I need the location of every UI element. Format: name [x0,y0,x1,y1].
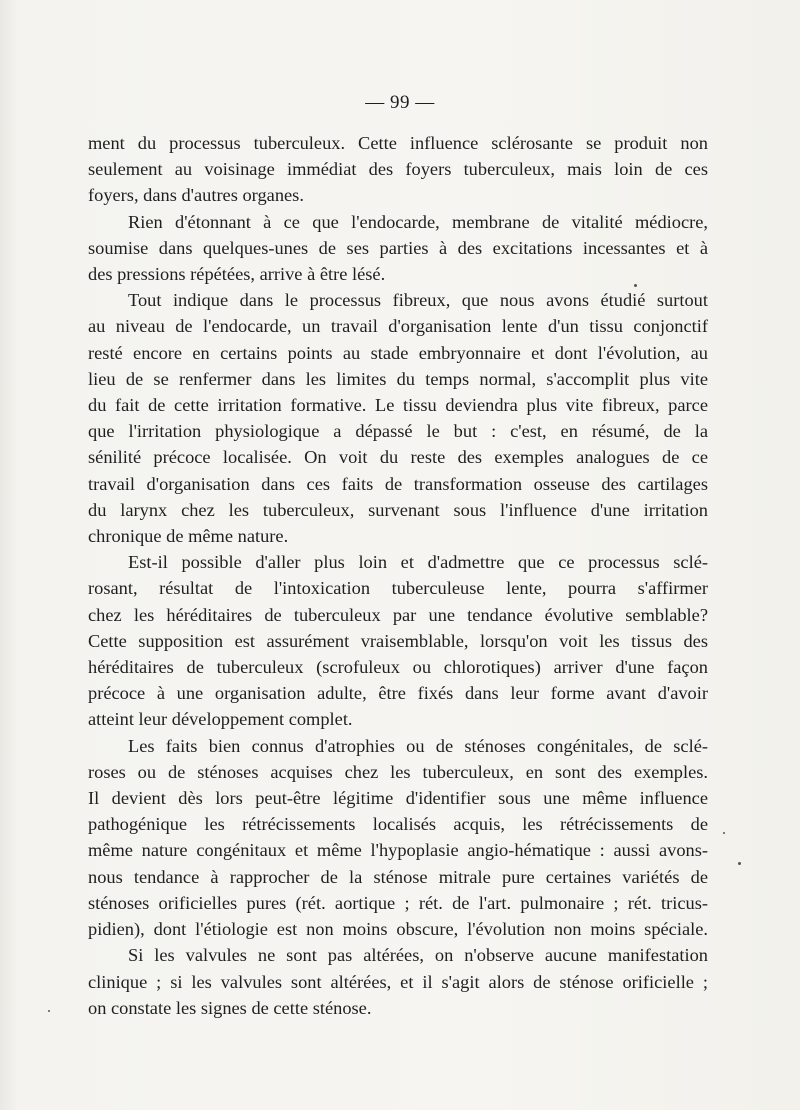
text-line: nous tendance à rapprocher de la sténose mitrale pure certaines variétés de [88,866,708,887]
text-line: seulement au voisinage immédiat des foyers tuberculeux, mais loin de ces [88,159,708,180]
paragraph-2 [88,209,708,288]
text-line: rosant, résultat de l'intoxication tuberculeuse lente, pourra s'affirmer [88,578,708,599]
text-line: des pressions répétées, arrive à être lésé. [88,264,386,285]
paragraph-3 [88,287,708,549]
text-line: Les faits bien connus d'atrophies ou de sténoses congénitales, de sclé- [128,735,708,756]
paragraph-5 [88,733,708,943]
text-line: au niveau de l'endocarde, un travail d'organisation lente d'un tissu conjonctif [88,316,708,337]
text-line: Si les valvules ne sont pas altérées, on n'observe aucune manifestation [128,945,708,966]
text-line: travail d'organisation dans ces faits de transformation osseuse des cartilages [88,473,708,494]
scan-speck [634,284,637,287]
text-line: Cette supposition est assurément vraisemblable, lorsqu'on voit les tissus des [88,630,708,651]
text-line: lieu de se renfermer dans les limites du temps normal, s'accomplit plus vite [88,368,708,389]
text-line: Rien d'étonnant à ce que l'endocarde, membrane de vitalité médiocre, [128,211,708,232]
text-line: Est-il possible d'aller plus loin et d'admettre que ce processus sclé- [128,552,708,573]
paragraph-4 [88,549,708,732]
text-line: précoce à une organisation adulte, être fixés dans leur forme avant d'avoir [88,683,708,704]
text-line: pathogénique les rétrécissements localisés acquis, les rétrécissements de [88,814,708,835]
text-line: foyers, dans d'autres organes. [88,185,304,206]
text-line: Tout indique dans le processus fibreux, que nous avons étudié surtout [128,290,708,311]
paragraph-1 [88,130,708,209]
text-line: même nature congénitaux et même l'hypoplasie angio-hématique : aussi avons- [88,840,708,861]
text-line: soumise dans quelques-unes de ses parties à des excitations incessantes et à [88,237,708,258]
paragraph-6 [88,942,708,1021]
text-line: du fait de cette irritation formative. Le tissu deviendra plus vite fibreux, parce [88,395,708,416]
text-line: roses ou de sténoses acquises chez les tuberculeux, en sont des exemples. [88,761,708,782]
text-line: sénilité précoce localisée. On voit du reste des exemples analogues de ce [88,447,708,468]
scan-speck [738,862,741,865]
text-line: chronique de même nature. [88,526,289,547]
text-line: ment du processus tuberculeux. Cette influence sclérosante se produit non [88,133,708,153]
text-line: héréditaires de tuberculeux (scrofuleux ou chlorotiques) arriver d'une façon [88,657,708,678]
text-line: on constate les signes de cette sténose. [88,997,372,1018]
text-line: sténoses orificielles pures (rét. aortique ; rét. de l'art. pulmonaire ; rét. tricus- [88,892,708,913]
text-line: pidien), dont l'étiologie est non moins obscure, l'évolution non moins spéciale. [88,919,708,940]
scan-speck [723,832,725,834]
text-line: que l'irritation physiologique a dépassé le but : c'est, en résumé, de la [88,421,708,442]
page-number: — 99 — [365,92,435,113]
page-body [88,130,708,1021]
text-line: resté encore en certains points au stade embryonnaire et dont l'évolution, au [88,342,708,363]
text-line: atteint leur développement complet. [88,709,353,730]
text-line: Il devient dès lors peut-être légitime d'identifier sous une même influence [88,788,708,809]
scan-speck [48,1010,50,1012]
text-line: chez les héréditaires de tuberculeux par une tendance évolutive semblable? [88,604,708,625]
text-line: clinique ; si les valvules sont altérées, et il s'agit alors de sténose orificielle ; [88,971,708,992]
text-line: du larynx chez les tuberculeux, survenant sous l'influence d'une irritation [88,499,708,520]
